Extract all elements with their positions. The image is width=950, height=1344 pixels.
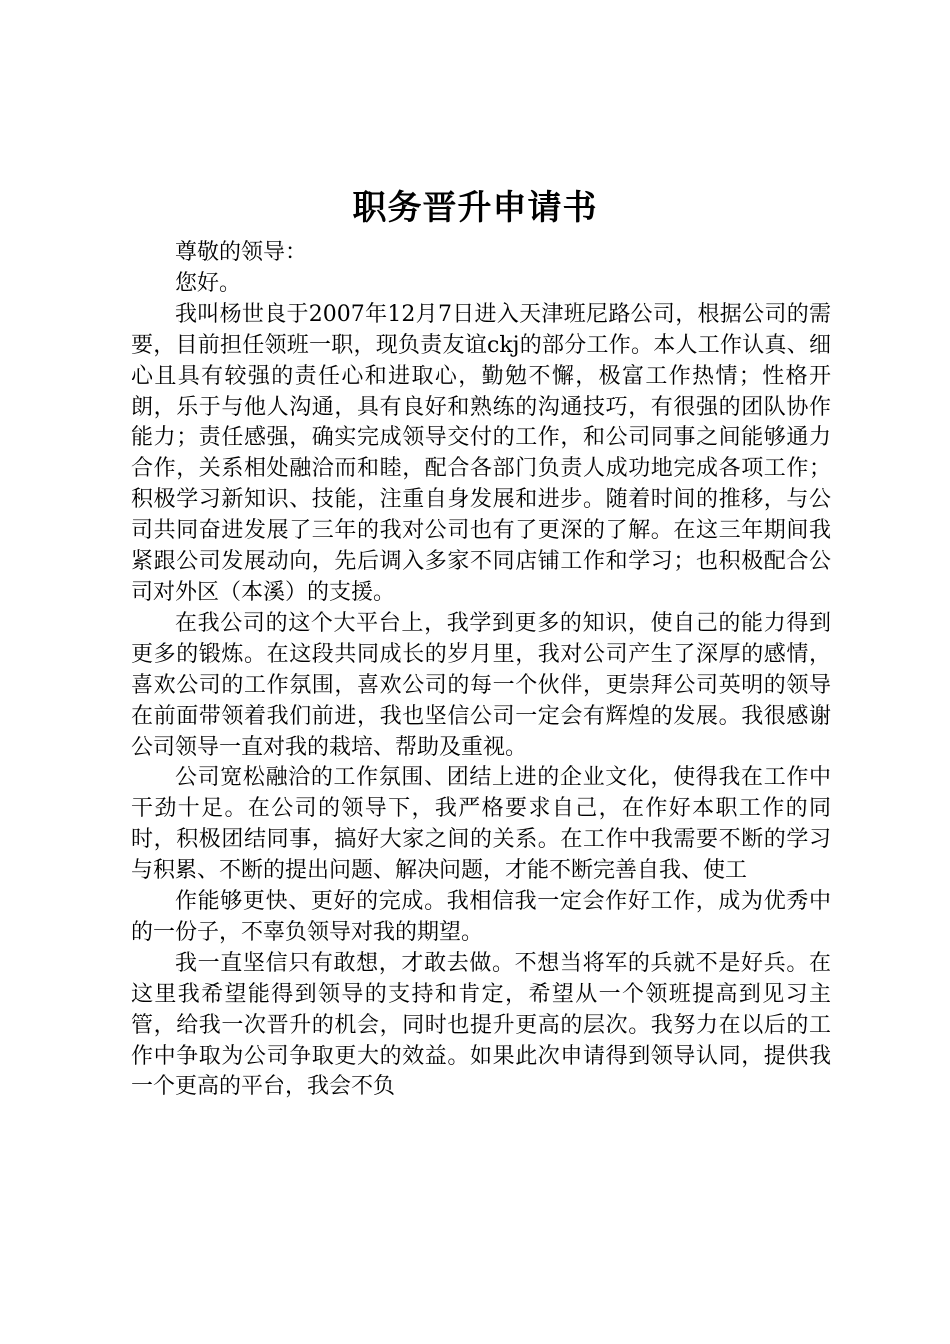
document-body bbox=[131, 238, 831, 1103]
body-paragraph-1: 我叫杨世良于2007年12月7日进入天津班尼路公司，根据公司的需要，目前担任领班一职，现负责友谊ckj的部分工作。本人工作认真、细心且具有较强的责任心和进取心，勤勉不懈，极富工作热情；性格开朗，乐于与他人沟通，具有良好和熟练的沟通技巧，有很强的团队协作能力；责任感强，确实完成领导交付的工作，和公司同事之间能够通力合作，关系相处融洽而和睦，配合各部门负责人成功地完成各项工作；积极学习新知识、技能，注重自身发展和进步。随着时间的推移，与公司共同奋进发展了三年的我对公司也有了更深的了解。在这三年期间我紧跟公司发展动向，先后调入多家不同店铺工作和学习；也积极配合公司对外区（本溪）的支援。 bbox=[131, 301, 831, 605]
salutation-line: 尊敬的领导： bbox=[175, 240, 308, 265]
body-paragraph-5: 我一直坚信只有敢想，才敢去做。不想当将军的兵就不是好兵。在这里我希望能得到领导的支持和肯定，希望从一个领班提高到见习主管，给我一次晋升的机会，同时也提升更高的层次。我努力在以后的工作中争取为公司争取更大的效益。如果此次申请得到领导认同，提供我一个更高的平台，我会不负 bbox=[131, 950, 831, 1100]
body-paragraph-2: 在我公司的这个大平台上，我学到更多的知识，使自己的能力得到更多的锻炼。在这段共同成长的岁月里，我对公司产生了深厚的感情，喜欢公司的工作氛围，喜欢公司的每一个伙伴，更崇拜公司英明的领导在前面带领着我们前进，我也坚信公司一定会有辉煌的发展。我很感谢公司领导一直对我的栽培、帮助及重视。 bbox=[131, 610, 831, 760]
body-paragraph-4: 作能够更快、更好的完成。我相信我一定会作好工作，成为优秀中的一份子，不辜负领导对我的期望。 bbox=[131, 889, 831, 945]
greeting-line: 您好。 bbox=[175, 270, 242, 296]
body-paragraph-3: 公司宽松融洽的工作氛围、团结上进的企业文化，使得我在工作中干劲十足。在公司的领导下，我严格要求自己，在作好本职工作的同时，积极团结同事，搞好大家之间的关系。在工作中我需要不断的学习与积累、不断的提出问题、解决问题，才能不断完善自我、使工 bbox=[131, 765, 831, 884]
document-title: 职务晋升申请书 bbox=[352, 188, 598, 228]
